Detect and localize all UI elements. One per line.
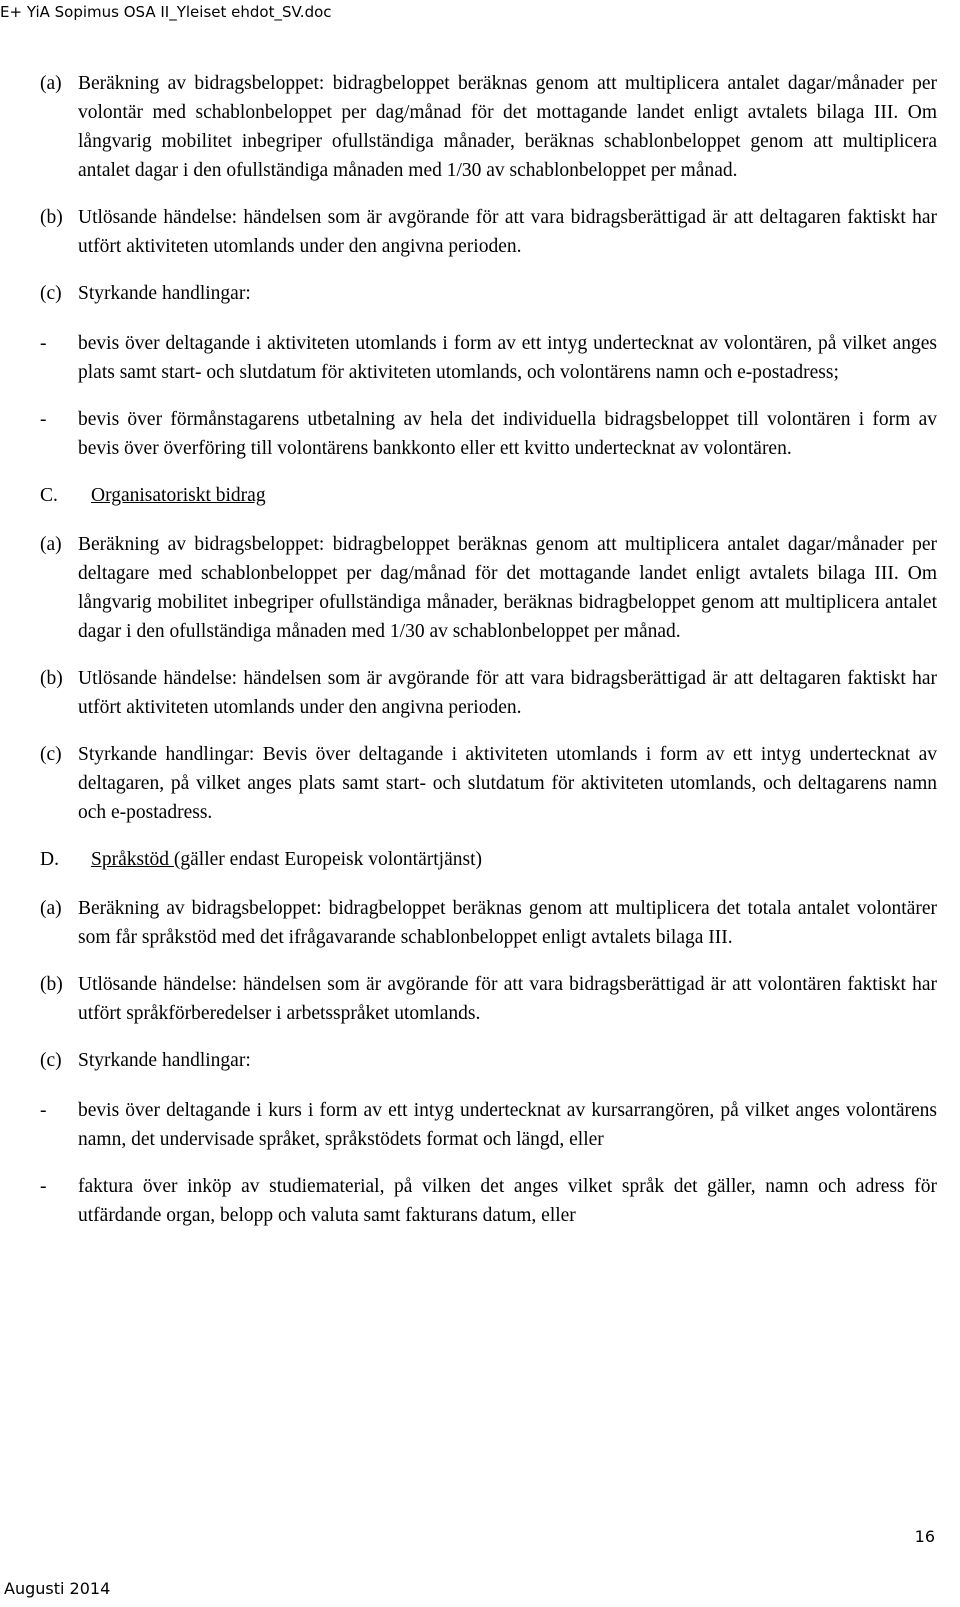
list-marker: (c) (40, 283, 62, 304)
bullet-text: bevis över deltagande i kurs i form av ett intyg undertecknat av kursarrangören, på vilket anges volontärens namn, det undervisade språket, språkstödets format och längd, eller (78, 1100, 937, 1150)
bullet-item (40, 1096, 937, 1154)
bullet-text: bevis över deltagande i aktiviteten utomlands i form av ett intyg undertecknat av volontären, på vilket anges plats samt start- och slutdatum för aktiviteten utomlands, och volontärens namn och e-postadress; (78, 333, 937, 383)
paragraph-text: Utlösande händelse: händelsen som är avgörande för att vara bidragsberättigad är att volontären faktiskt har utfört språkförberedelser i arbetsspråket utomlands. (78, 974, 937, 1024)
bullet-dash: - (40, 1176, 47, 1197)
paragraph-text: Styrkande handlingar: Bevis över deltagande i aktiviteten utomlands i form av ett intyg undertecknat av deltagaren, på vilket anges plats samt start- och slutdatum för aktiviteten utomlands, och deltagarens namn och e-postadress. (78, 744, 937, 823)
bullet-dash: - (40, 333, 47, 354)
bullet-item (40, 329, 937, 387)
paragraph-b-b (40, 203, 937, 261)
paragraph-d-a (40, 894, 937, 952)
list-marker: (b) (40, 974, 63, 995)
paragraph-text: Utlösande händelse: händelsen som är avgörande för att vara bidragsberättigad är att deltagaren faktiskt har utfört aktiviteten utomlands under den angivna perioden. (78, 668, 937, 718)
paragraph-text: Styrkande handlingar: (78, 1050, 251, 1071)
section-title: Organisatoriskt bidrag (91, 485, 266, 506)
section-title: Språkstöd (91, 849, 174, 870)
paragraph-c-a (40, 530, 937, 646)
bullet-text: bevis över förmånstagarens utbetalning av hela det individuella bidragsbeloppet till volontären i form av bevis över överföring till volontärens bankkonto eller ett kvitto undertecknat av volontären. (78, 409, 937, 459)
bullet-item (40, 405, 937, 463)
paragraph-d-b (40, 970, 937, 1028)
paragraph-text: Utlösande händelse: händelsen som är avgörande för att vara bidragsberättigad är att deltagaren faktiskt har utfört aktiviteten utomlands under den angivna perioden. (78, 207, 937, 257)
section-subtitle: (gäller endast Europeisk volontärtjänst) (173, 849, 482, 870)
section-letter: C. (40, 485, 58, 506)
bullet-item (40, 1172, 937, 1230)
paragraph-text: Beräkning av bidragsbeloppet: bidragbeloppet beräknas genom att multiplicera antalet dagar/månader per deltagare med schablonbeloppet per dag/månad för det mottagande landet enligt avtalets bilaga III. Om långvarig mobilitet inbegriper ofullständiga månader, beräknas bidragbeloppet genom att multiplicera antalet dagar i den ofullständiga månaden med 1/30 av schablonbeloppet per månad. (78, 534, 937, 642)
page-number: 16 (914, 1527, 935, 1546)
paragraph-text: Beräkning av bidragsbeloppet: bidragbeloppet beräknas genom att multiplicera det totala antalet volontärer som får språkstöd med det ifrågavarande schablonbeloppet enligt avtalets bilaga III. (78, 898, 937, 948)
bullet-text: faktura över inköp av studiematerial, på vilken det anges vilket språk det gäller, namn och adress för utfärdande organ, belopp och valuta samt fakturans datum, eller (78, 1176, 937, 1226)
list-marker: (b) (40, 207, 63, 228)
list-marker: (a) (40, 898, 62, 919)
list-marker: (c) (40, 1050, 62, 1071)
paragraph-c-c (40, 740, 937, 827)
document-filename-header: E+ YiA Sopimus OSA II_Yleiset ehdot_SV.doc (0, 3, 332, 21)
section-heading-d (40, 845, 937, 874)
bullet-dash: - (40, 409, 47, 430)
list-marker: (a) (40, 73, 62, 94)
paragraph-c-b (40, 664, 937, 722)
paragraph-b-c (40, 279, 937, 308)
section-heading-c (40, 481, 937, 510)
paragraph-text: Beräkning av bidragsbeloppet: bidragbeloppet beräknas genom att multiplicera antalet dagar/månader per volontär med schablonbeloppet per dag/månad för det mottagande landet enligt avtalets bilaga III. Om långvarig mobilitet inbegriper ofullständiga månader, beräknas schablonbeloppet genom att multiplicera antalet dagar i den ofullständiga månaden med 1/30 av schablonbeloppet per månad. (78, 73, 937, 181)
document-body (40, 69, 937, 1248)
list-marker: (a) (40, 534, 62, 555)
section-letter: D. (40, 849, 59, 870)
list-marker: (b) (40, 668, 63, 689)
list-marker: (c) (40, 744, 62, 765)
bullet-dash: - (40, 1100, 47, 1121)
footer-date: Augusti 2014 (4, 1579, 111, 1598)
paragraph-b-a (40, 69, 937, 185)
paragraph-d-c (40, 1046, 937, 1075)
paragraph-text: Styrkande handlingar: (78, 283, 251, 304)
